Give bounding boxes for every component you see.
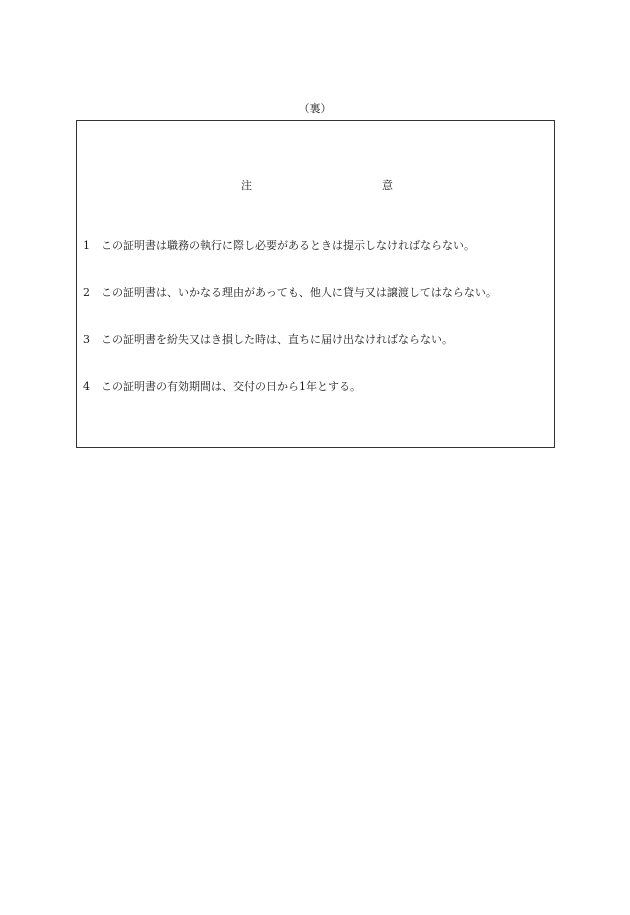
notice-box <box>76 120 555 448</box>
item-text: この証明書を紛失又はき損した時は、直ちに届け出なければならない。 <box>101 333 453 346</box>
item-text: この証明書は職務の執行に際し必要があるときは提示しなければならない。 <box>101 239 475 252</box>
notice-item <box>83 238 497 254</box>
notice-item <box>83 332 497 348</box>
heading-char-left: 注 <box>241 179 252 192</box>
notice-item <box>83 285 497 301</box>
item-number: 2 <box>83 286 90 299</box>
notice-items <box>83 238 497 426</box>
item-number: 1 <box>83 239 90 252</box>
item-text: この証明書の有効期間は、交付の日から1年とする。 <box>101 380 361 393</box>
item-number: 3 <box>83 333 90 346</box>
notice-item <box>83 379 497 395</box>
item-number: 4 <box>83 380 90 393</box>
item-text: この証明書は、いかなる理由があっても、他人に貸与又は譲渡してはならない。 <box>101 286 497 299</box>
heading-char-right: 意 <box>382 179 393 192</box>
page-label: （裏） <box>298 102 332 115</box>
